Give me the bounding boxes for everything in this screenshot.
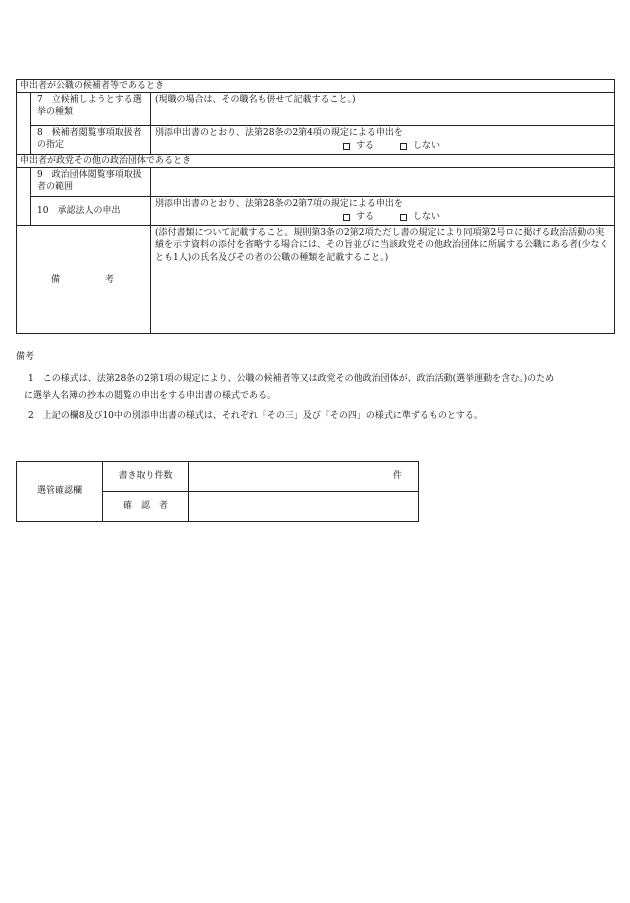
section-candidate-heading: 申出者が公職の候補者等であるとき [17, 80, 615, 93]
section-party-heading: 申出者が政党その他の政治団体であるとき [17, 155, 615, 168]
row10-options [155, 211, 610, 223]
row-7 [17, 93, 615, 126]
row-10 [17, 197, 615, 226]
checkbox-icon[interactable] [400, 214, 407, 221]
row8-options [155, 140, 610, 152]
row10-value [151, 197, 615, 226]
row10-option-no-label: しない [413, 212, 441, 223]
row10-option-yes-label: する [356, 212, 375, 223]
remarks-label: 備 考 [17, 226, 151, 334]
row9-label: 9 政治団体閲覧事項取扱者の範囲 [31, 168, 151, 197]
note-item-1-line-2: に選挙人名簿の抄本の閲覧の申出をする申出書の様式である。 [24, 391, 277, 401]
row7-note: (現職の場合は、その職名も併せて記載すること。) [155, 95, 356, 106]
copy-count-unit: 件 [392, 471, 402, 482]
row10-option-no[interactable] [400, 211, 440, 223]
section-party-row [17, 155, 615, 168]
row10-statement: 別添申出書のとおり、法第28条の2第7項の規定による申出を [155, 199, 403, 210]
row9-value-field[interactable] [151, 168, 615, 197]
row7-label: 7 立候補しようとする選挙の種類 [31, 93, 151, 126]
checkbox-icon[interactable] [400, 143, 407, 150]
row8-option-no-label: しない [413, 141, 441, 152]
notes-title: 備考 [16, 352, 35, 362]
office-confirmation-title: 選管確認欄 [17, 462, 103, 522]
confirmer-field[interactable] [189, 492, 419, 522]
indent-cell [17, 93, 31, 126]
confirmer-label: 確 認 者 [103, 492, 189, 522]
copy-count-label: 書き取り件数 [103, 462, 189, 492]
row-9 [17, 168, 615, 197]
remarks-note: (添付書類について記載すること。規則第3条の2第2項ただし書の規定により同項第2号ロに掲げる政治活動の実績を示す資料の添付を省略する場合には、その旨並びに当該政党その他政治団体に所属する公職にある者(少なくとも1人)の氏名及びその者の公職の種類を記載すること。) [155, 228, 609, 263]
note-item-1-line-1: 1 この様式は、法第28条の2第1項の規定により、公職の候補者等又は政党その他政治団体が、政治活動(選挙運動を含む。)のため [28, 374, 555, 384]
indent-cell [17, 197, 31, 226]
row8-label: 8 候補者閲覧事項取扱者の指定 [31, 126, 151, 155]
indent-cell [17, 126, 31, 155]
application-form-table [16, 79, 615, 334]
row8-option-no[interactable] [400, 140, 440, 152]
row7-value-field[interactable] [151, 93, 615, 126]
note-item-2: 2 上記の欄8及び10中の別添申出書の様式は、それぞれ「その三」及び「その四」の様式に準ずるものとする。 [28, 411, 483, 421]
row8-option-yes[interactable] [343, 140, 374, 152]
office-count-row [17, 462, 419, 492]
row8-value [151, 126, 615, 155]
section-candidate-row [17, 80, 615, 93]
row10-label: 10 承認法人の申出 [31, 197, 151, 226]
row-8 [17, 126, 615, 155]
checkbox-icon[interactable] [343, 143, 350, 150]
copy-count-field[interactable] [189, 462, 419, 492]
remarks-field[interactable] [151, 226, 615, 334]
row10-option-yes[interactable] [343, 211, 374, 223]
row8-option-yes-label: する [356, 141, 375, 152]
office-confirmation-table [16, 461, 419, 522]
row8-statement: 別添申出書のとおり、法第28条の2第4項の規定による申出を [155, 128, 403, 139]
checkbox-icon[interactable] [343, 214, 350, 221]
remarks-row [17, 226, 615, 334]
indent-cell [17, 168, 31, 197]
